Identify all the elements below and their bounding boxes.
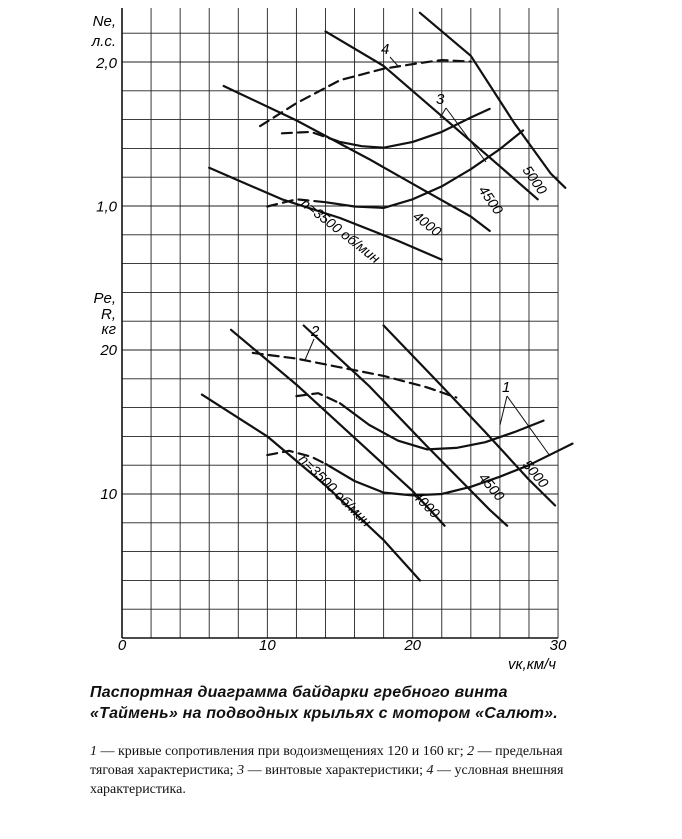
- callout-2-leader: [305, 339, 314, 360]
- bottom-series-line-6: [296, 393, 340, 403]
- legend-key-1: 1: [90, 744, 97, 759]
- legend-key-3: 3: [237, 763, 245, 778]
- top-series-line-1: [224, 86, 490, 231]
- callout-1-leader-b: [507, 396, 550, 456]
- top-series-line-2: [326, 31, 538, 199]
- bottom-ylabel-line-1: Pe,: [93, 290, 116, 307]
- x-tick-label: 0: [117, 637, 127, 654]
- top-y-tick-label: 2,0: [96, 55, 117, 72]
- bottom-ylabel-line-3: кг: [101, 321, 116, 338]
- figure-caption-legend: [90, 742, 590, 799]
- callout-2-label: 2: [311, 323, 320, 340]
- tick-labels: [95, 55, 567, 654]
- x-tick-label: 30: [549, 637, 567, 654]
- bottom-rpm-label-3500: n=3500 об/мин: [295, 450, 375, 530]
- x-axis-label: vк,км/ч: [507, 656, 556, 673]
- top-rpm-label-5000: 5000: [519, 162, 551, 198]
- callout-4-label: 4: [381, 41, 390, 58]
- grid: [122, 8, 558, 638]
- top-rpm-label-4500: 4500: [475, 182, 507, 218]
- bottom-y-tick-label: 10: [100, 486, 117, 503]
- callout-3-leader-b: [446, 108, 486, 162]
- callout-1-leader-a: [500, 396, 507, 425]
- legend-key-4: 4: [426, 763, 434, 778]
- legend-text-4: — условная внешняя характеристика.: [90, 763, 564, 797]
- top-ylabel-line-1: Ne,: [92, 13, 116, 30]
- axes: [122, 8, 558, 638]
- legend-key-2: 2: [467, 744, 475, 759]
- callout-3-label: 3: [436, 91, 445, 108]
- callout-4-leader: [390, 57, 398, 66]
- callout-1-label: 1: [502, 379, 511, 396]
- callout-1: [500, 379, 550, 456]
- top-rpm-label-4000: 4000: [410, 207, 445, 240]
- figure-caption-title: Паспортная диаграмма байдарки гребного винта «Таймень» на подводных крыльях с мотором «Салют».: [90, 684, 558, 722]
- bottom-rpm-label-4000: 4000: [409, 487, 444, 522]
- bottom-rpm-label-5000: 5000: [519, 456, 552, 491]
- bottom-series-line-0: [202, 395, 420, 581]
- legend-text-2: — предельная тяговая характеристика;: [90, 744, 563, 778]
- bottom-rpm-label-4500: 4500: [475, 469, 508, 504]
- x-tick-label: 10: [258, 637, 276, 654]
- top-ylabel-line-2: л.с.: [91, 33, 116, 50]
- series: [202, 13, 573, 581]
- top-series-line-7: [340, 109, 490, 148]
- bottom-ylabel-line-2: R,: [101, 306, 116, 323]
- top-rpm-label-3500: n=3500 об/мин: [298, 194, 384, 267]
- top-y-tick-label: 1,0: [96, 198, 117, 216]
- bottom-y-tick-label: 20: [100, 342, 117, 359]
- callout-3: [436, 91, 486, 162]
- top-series-line-6: [282, 132, 340, 142]
- legend-text-1: — кривые сопротивления при водоизмещениях 120 и 160 кг;: [97, 744, 468, 759]
- x-tick-label: 20: [404, 637, 422, 654]
- legend-text-3: — винтовые характеристики;: [244, 763, 427, 778]
